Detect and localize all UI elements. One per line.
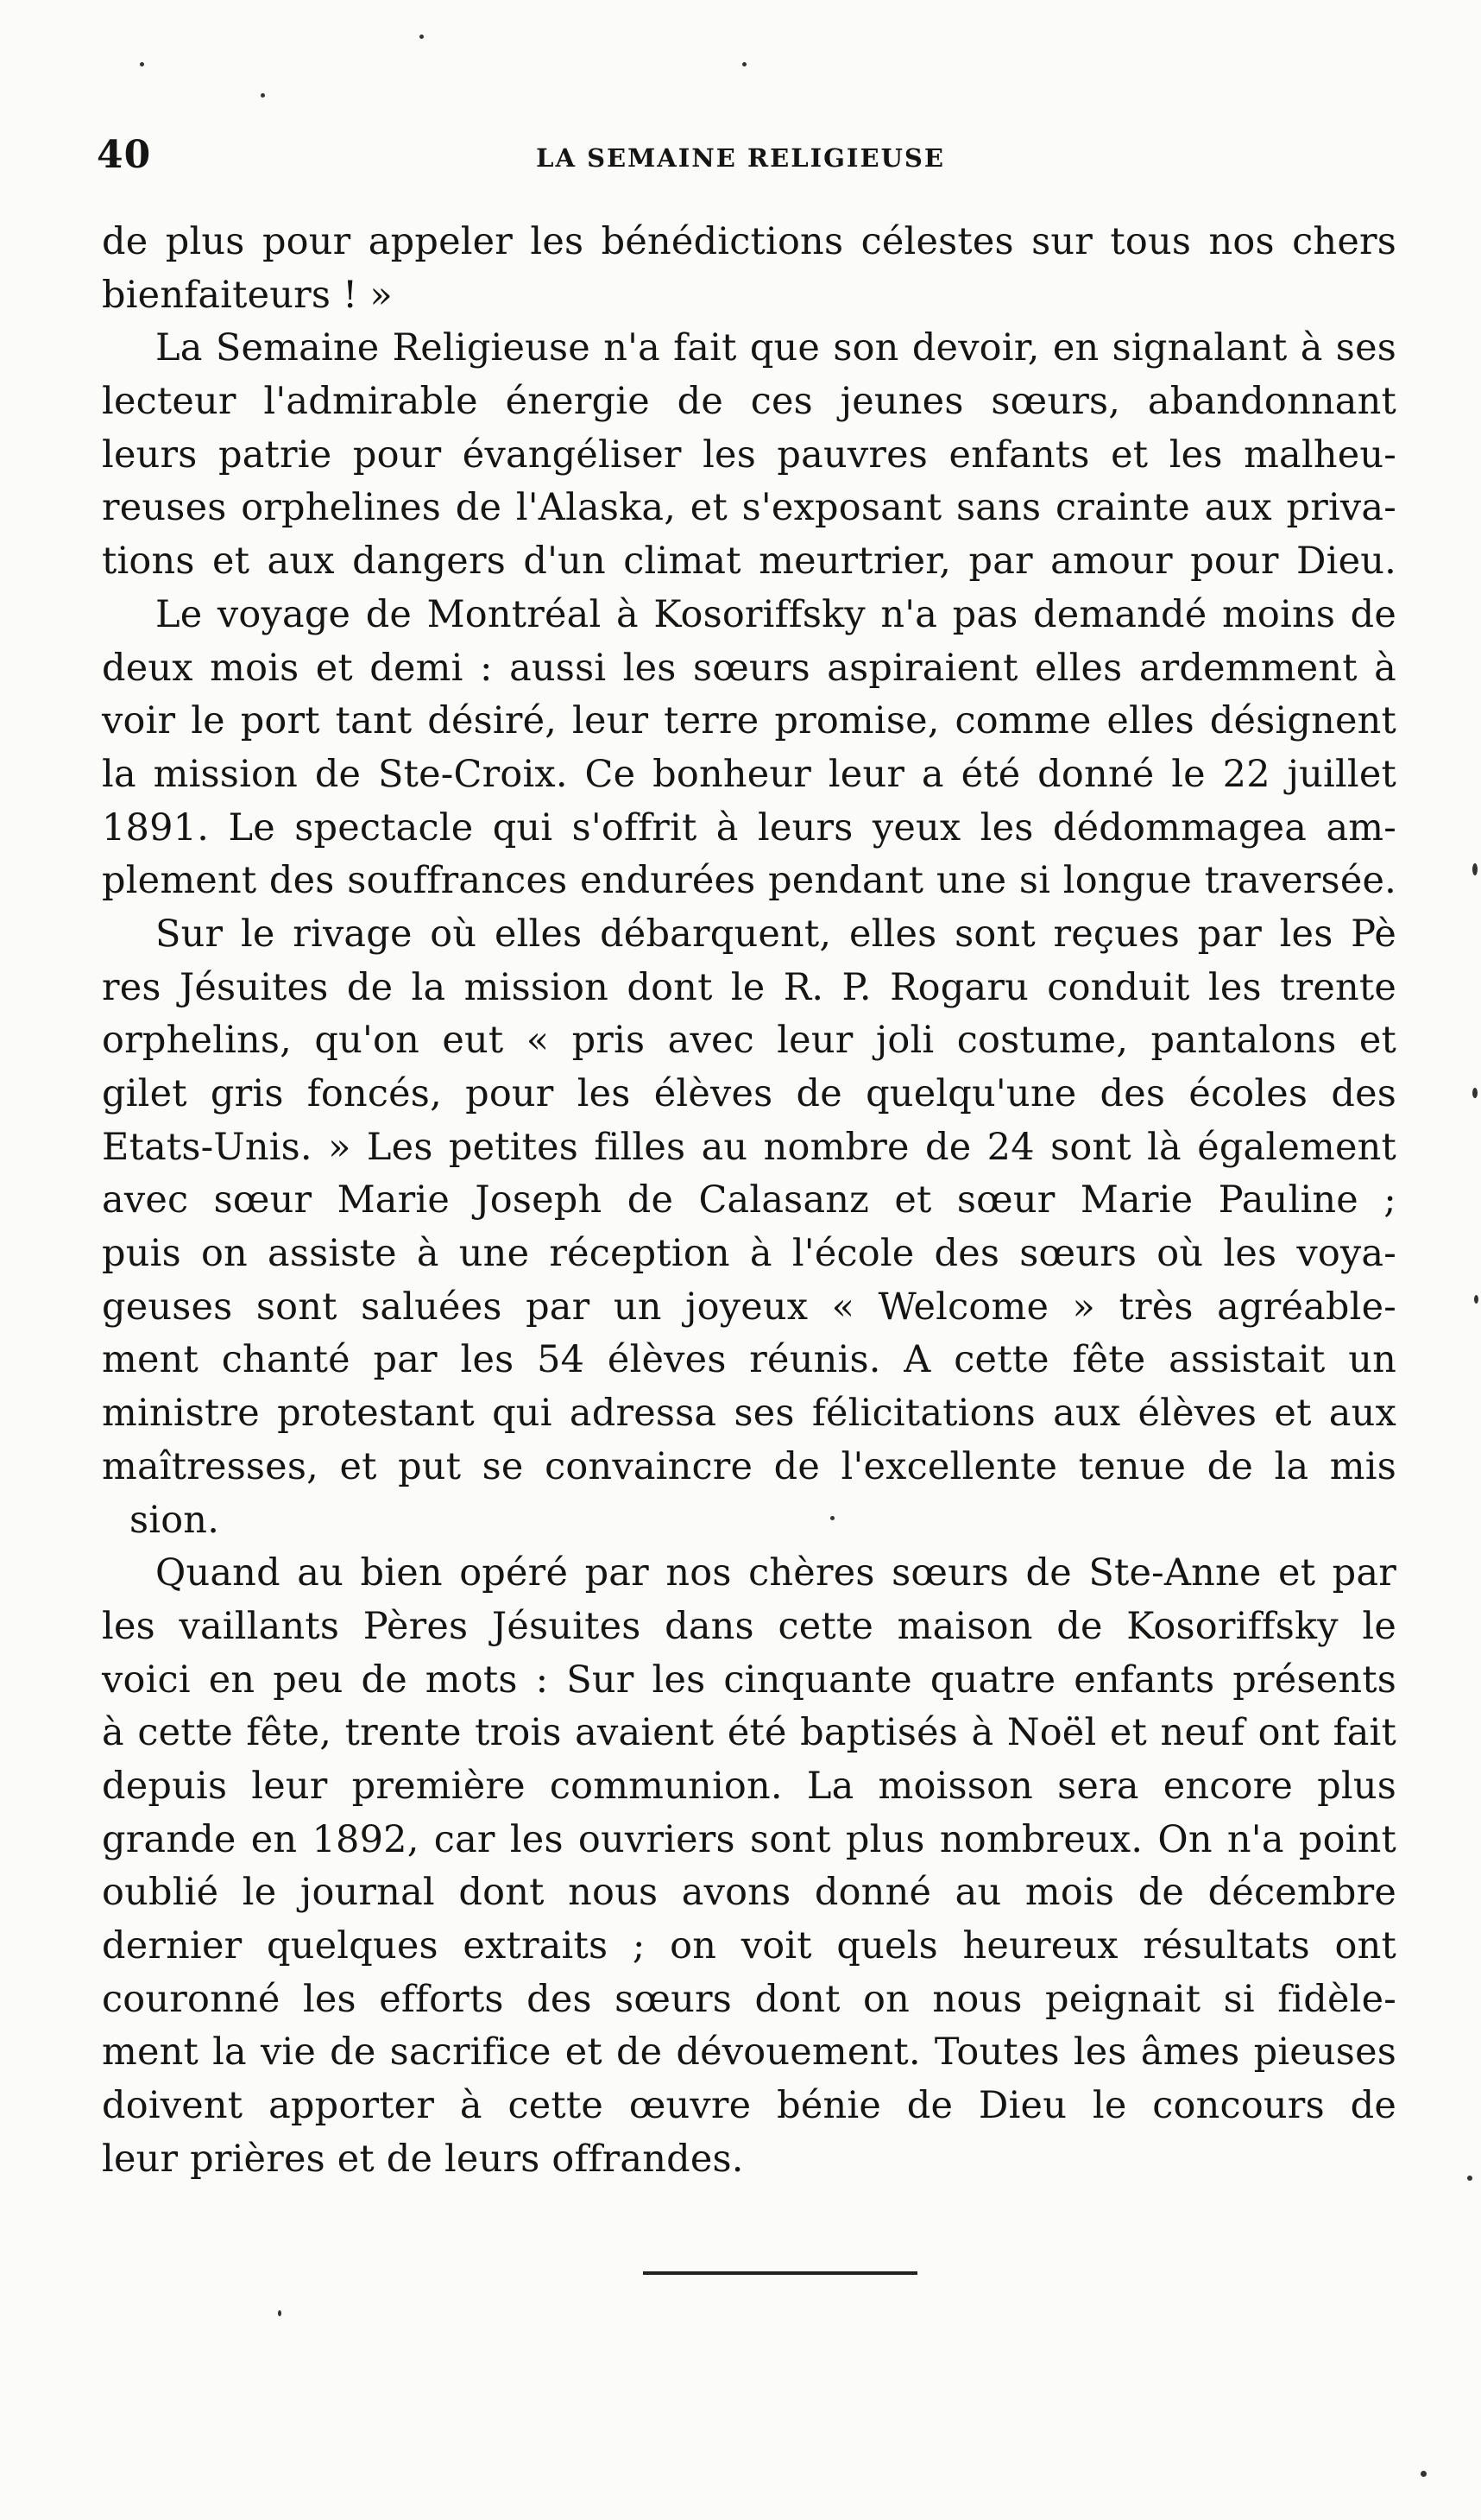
text-line: Etats-Unis. » Les petites filles au nombre de 24 sont là également: [102, 1125, 1396, 1169]
text-line: plement des souffrances endurées pendant une si longue traversée.: [102, 859, 1396, 903]
text-line: res Jésuites de la mission dont le R. P. Rogaru conduit les trente: [102, 965, 1396, 1009]
text-line: ment la vie de sacrifice et de dévouement. Toutes les âmes pieuses: [102, 2031, 1396, 2075]
running-title: LA SEMAINE RELIGIEUSE: [536, 143, 945, 173]
text-line: leurs patrie pour évangéliser les pauvres enfants et les malheu-: [102, 433, 1396, 477]
ink-speck: [278, 2310, 281, 2316]
text-line: La Semaine Religieuse n'a fait que son devoir, en signalant à ses: [155, 326, 1396, 370]
text-line: avec sœur Marie Joseph de Calasanz et sœur Marie Pauline ;: [102, 1178, 1396, 1222]
body-text: [102, 216, 1396, 2186]
text-line: les vaillants Pères Jésuites dans cette maison de Kosoriffsky le: [102, 1604, 1396, 1648]
text-line: geuses sont saluées par un joyeux « Welcome » très agréable-: [102, 1285, 1396, 1329]
text-line: couronné les efforts des sœurs dont on nous peignait si fidèle-: [102, 1977, 1396, 2021]
ink-speck: [419, 35, 424, 39]
text-line: 1891. Le spectacle qui s'offrit à leurs yeux les dédommagea am-: [102, 805, 1396, 849]
text-line: deux mois et demi : aussi les sœurs aspiraient elles ardemment à: [102, 646, 1396, 690]
text-line: tions et aux dangers d'un climat meurtrier, par amour pour Dieu.: [102, 540, 1396, 584]
text-line: ministre protestant qui adressa ses félicitations aux élèves et aux: [102, 1392, 1396, 1436]
text-line: orphelins, qu'on eut « pris avec leur joli costume, pantalons et: [102, 1019, 1396, 1063]
text-line: Sur le rivage où elles débarquent, elles sont reçues par les Pè: [155, 912, 1396, 956]
end-rule: [643, 2271, 917, 2275]
text-line: oublié le journal dont nous avons donné au mois de décembre: [102, 1871, 1396, 1915]
text-line: de plus pour appeler les bénédictions célestes sur tous nos chers: [102, 220, 1396, 263]
ink-speck: [1467, 2176, 1472, 2181]
text-line: voir le port tant désiré, leur terre promise, comme elles désignent: [102, 699, 1396, 743]
text-line: sion.: [129, 1498, 220, 1542]
ink-speck: [1472, 1088, 1478, 1098]
text-line: voici en peu de mots : Sur les cinquante quatre enfants présents: [102, 1658, 1396, 1702]
text-line: maîtresses, et put se convaincre de l'excellente tenue de la mis: [102, 1444, 1396, 1488]
page-number: 40: [97, 133, 152, 177]
text-line: leur prières et de leurs offrandes.: [102, 2137, 744, 2181]
ink-speck: [1472, 863, 1478, 875]
text-line: puis on assiste à une réception à l'école des sœurs où les voya-: [102, 1232, 1396, 1276]
ink-speck: [1421, 2471, 1427, 2477]
ink-speck: [261, 93, 265, 98]
text-line: la mission de Ste-Croix. Ce bonheur leur a été donné le 22 juillet: [102, 752, 1396, 796]
text-line: bienfaiteurs ! »: [102, 273, 393, 317]
text-line: gilet gris foncés, pour les élèves de quelqu'une des écoles des: [102, 1072, 1396, 1115]
ink-speck: [140, 62, 144, 66]
text-line: ment chanté par les 54 élèves réunis. A cette fête assistait un: [102, 1338, 1396, 1382]
text-line: lecteur l'admirable énergie de ces jeunes sœurs, abandonnant: [102, 380, 1396, 424]
text-line: Quand au bien opéré par nos chères sœurs de Ste-Anne et par: [155, 1551, 1396, 1595]
text-line: à cette fête, trente trois avaient été baptisés à Noël et neuf ont fait: [102, 1711, 1396, 1755]
text-line: grande en 1892, car les ouvriers sont plus nombreux. On n'a point: [102, 1817, 1396, 1861]
text-line: reuses orphelines de l'Alaska, et s'exposant sans crainte aux priva-: [102, 486, 1396, 530]
text-line: depuis leur première communion. La moisson sera encore plus: [102, 1764, 1396, 1808]
ink-speck: [742, 62, 747, 66]
ink-speck: [1474, 1295, 1478, 1304]
text-line: Le voyage de Montréal à Kosoriffsky n'a pas demandé moins de: [155, 592, 1396, 636]
text-line: dernier quelques extraits ; on voit quels heureux résultats ont: [102, 1924, 1396, 1967]
text-line: doivent apporter à cette œuvre bénie de Dieu le concours de: [102, 2084, 1396, 2128]
ink-speck: [830, 1516, 835, 1520]
